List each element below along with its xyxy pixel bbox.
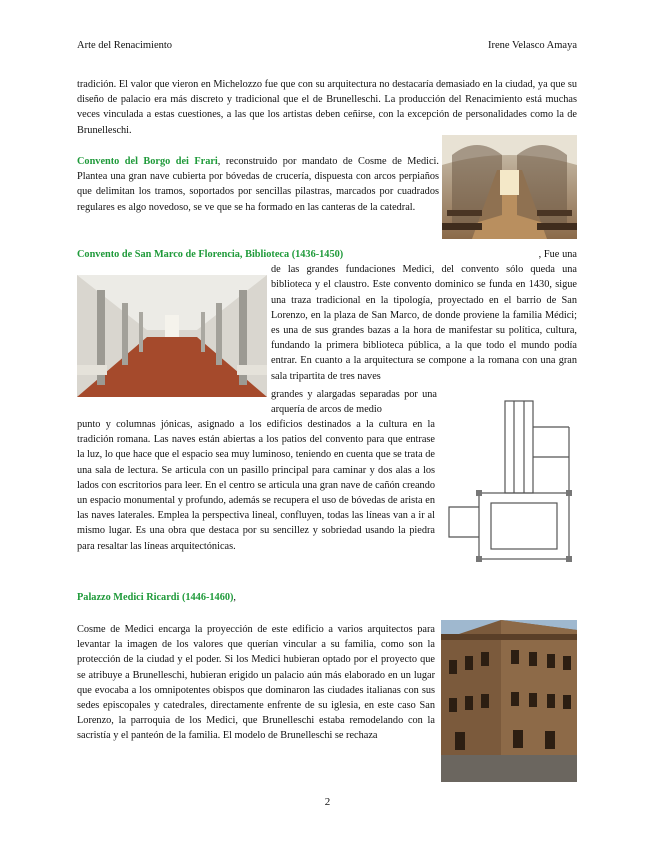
ricardi-title-line <box>77 590 577 605</box>
sanmarco-title: Convento de San Marco de Florencia, Biblioteca (1436-1450) <box>77 249 344 260</box>
intro-paragraph: tradición. El valor que vieron en Michelozzo fue que con su arquitectura no destacaría demasiado en la ciudad, ya que su diseño de palacio era más discreto y tradicional que el de Brunelleschi. La producción del Renacimiento está muchas veces vinculada a estas cuestiones, a las que los artistas deben ceñirse, con la excepción de personalidades como la de Brunelleschi. <box>77 79 577 136</box>
sanmarco-text-bottom: punto y columnas jónicas, asignado a los edificios destinados a la cultura en la tradición romana. Las naves están abiertas a los patios del convento para que entrase la luz, lo que hace que el espacio sea muy luminoso, teniendo en cuenta que se trata de una sala de lectura. Se articula con un pasillo principal para caminar y dos alas a los lados con escritorios para leer. En el centro se articula una gran nave de cañón creando un espacio monumental y profundo, además se recupera el uso de bóvedas de arista en las naves laterales. Emplea la perspectiva lineal, confluyen, todas las líneas van a ir al mismo lugar. Es una obra que destaca por su sencillez y sobriedad usando la piedra para resaltar las líneas arquitectónicas. <box>77 419 435 552</box>
ricardi-title-suffix: , <box>233 592 236 603</box>
borgo-text: , reconstruido por mandato de Cosme de Medici. Plantea una gran nave cubierta por bóvedas de crucería, dispuesta con arcos perpiaños que delimitan los tramos, soportados por sencillas pilastras, marcados por cuadrados regulares es algo novedoso, se ve que se ha formado en las canteras de la catedral. <box>77 156 439 213</box>
sanmarco-text-top <box>77 247 577 387</box>
borgo-paragraph <box>77 154 439 215</box>
sanmarco-text-top-content <box>271 249 577 382</box>
palazzo-image <box>441 620 577 782</box>
borgo-title: Convento del Borgo dei Frari <box>77 156 218 167</box>
church-nave-image <box>442 135 577 239</box>
ricardi-title: Palazzo Medici Ricardi (1446-1460) <box>77 592 234 603</box>
sanmarco-text-mid: grandes y alargadas separadas por una arquería de arcos de medio <box>271 389 437 416</box>
floor-plan-image <box>443 397 577 565</box>
ricardi-paragraph: Cosme de Medici encarga la proyección de este edificio a varios arquitectos para levantar la imagen de los valores que querían vincular a su familia, como son la protección de la ciudad y el poder. Si los Medici hubieran optado por el proyecto que se atribuye a Brunelleschi, hubieran erigido un palacio aún más elaborado en un lugar que evocaba a los omnipotentes obispos que dominaron las ciudades italianas con sus sedes episcopales y catedrales, directamente enfrente de su iglesia, en este caso San Lorenzo, la parroquia de los Medici, que Brunelleschi estaba remodelando con la sacristía y el panteón de la familia. El modelo de Brunelleschi se rechaza <box>77 624 435 742</box>
page-number: 2 <box>324 796 331 808</box>
sanmarco-text-1: , Fue una de las grandes fundaciones Medici, del convento sólo queda una biblioteca y el claustro. Este convento dominico se funda en 1430, sigue una traza tradicional en la tipología, proyectado en el barrio de San Lorenzo, en la plaza de San Marco, de donde proviene la familia Médici; es una de sus grandes bazas a la hora de manifestar su política, cultura, fundando la primera biblioteca pública, a la que todo el mundo podía entrar. En cuanto a la arquitectura se compone a la romana con una gran sala tripartita de tres naves <box>271 249 577 382</box>
header-left: Arte del Renacimiento <box>77 40 173 51</box>
header-right: Irene Velasco Amaya <box>487 40 577 51</box>
